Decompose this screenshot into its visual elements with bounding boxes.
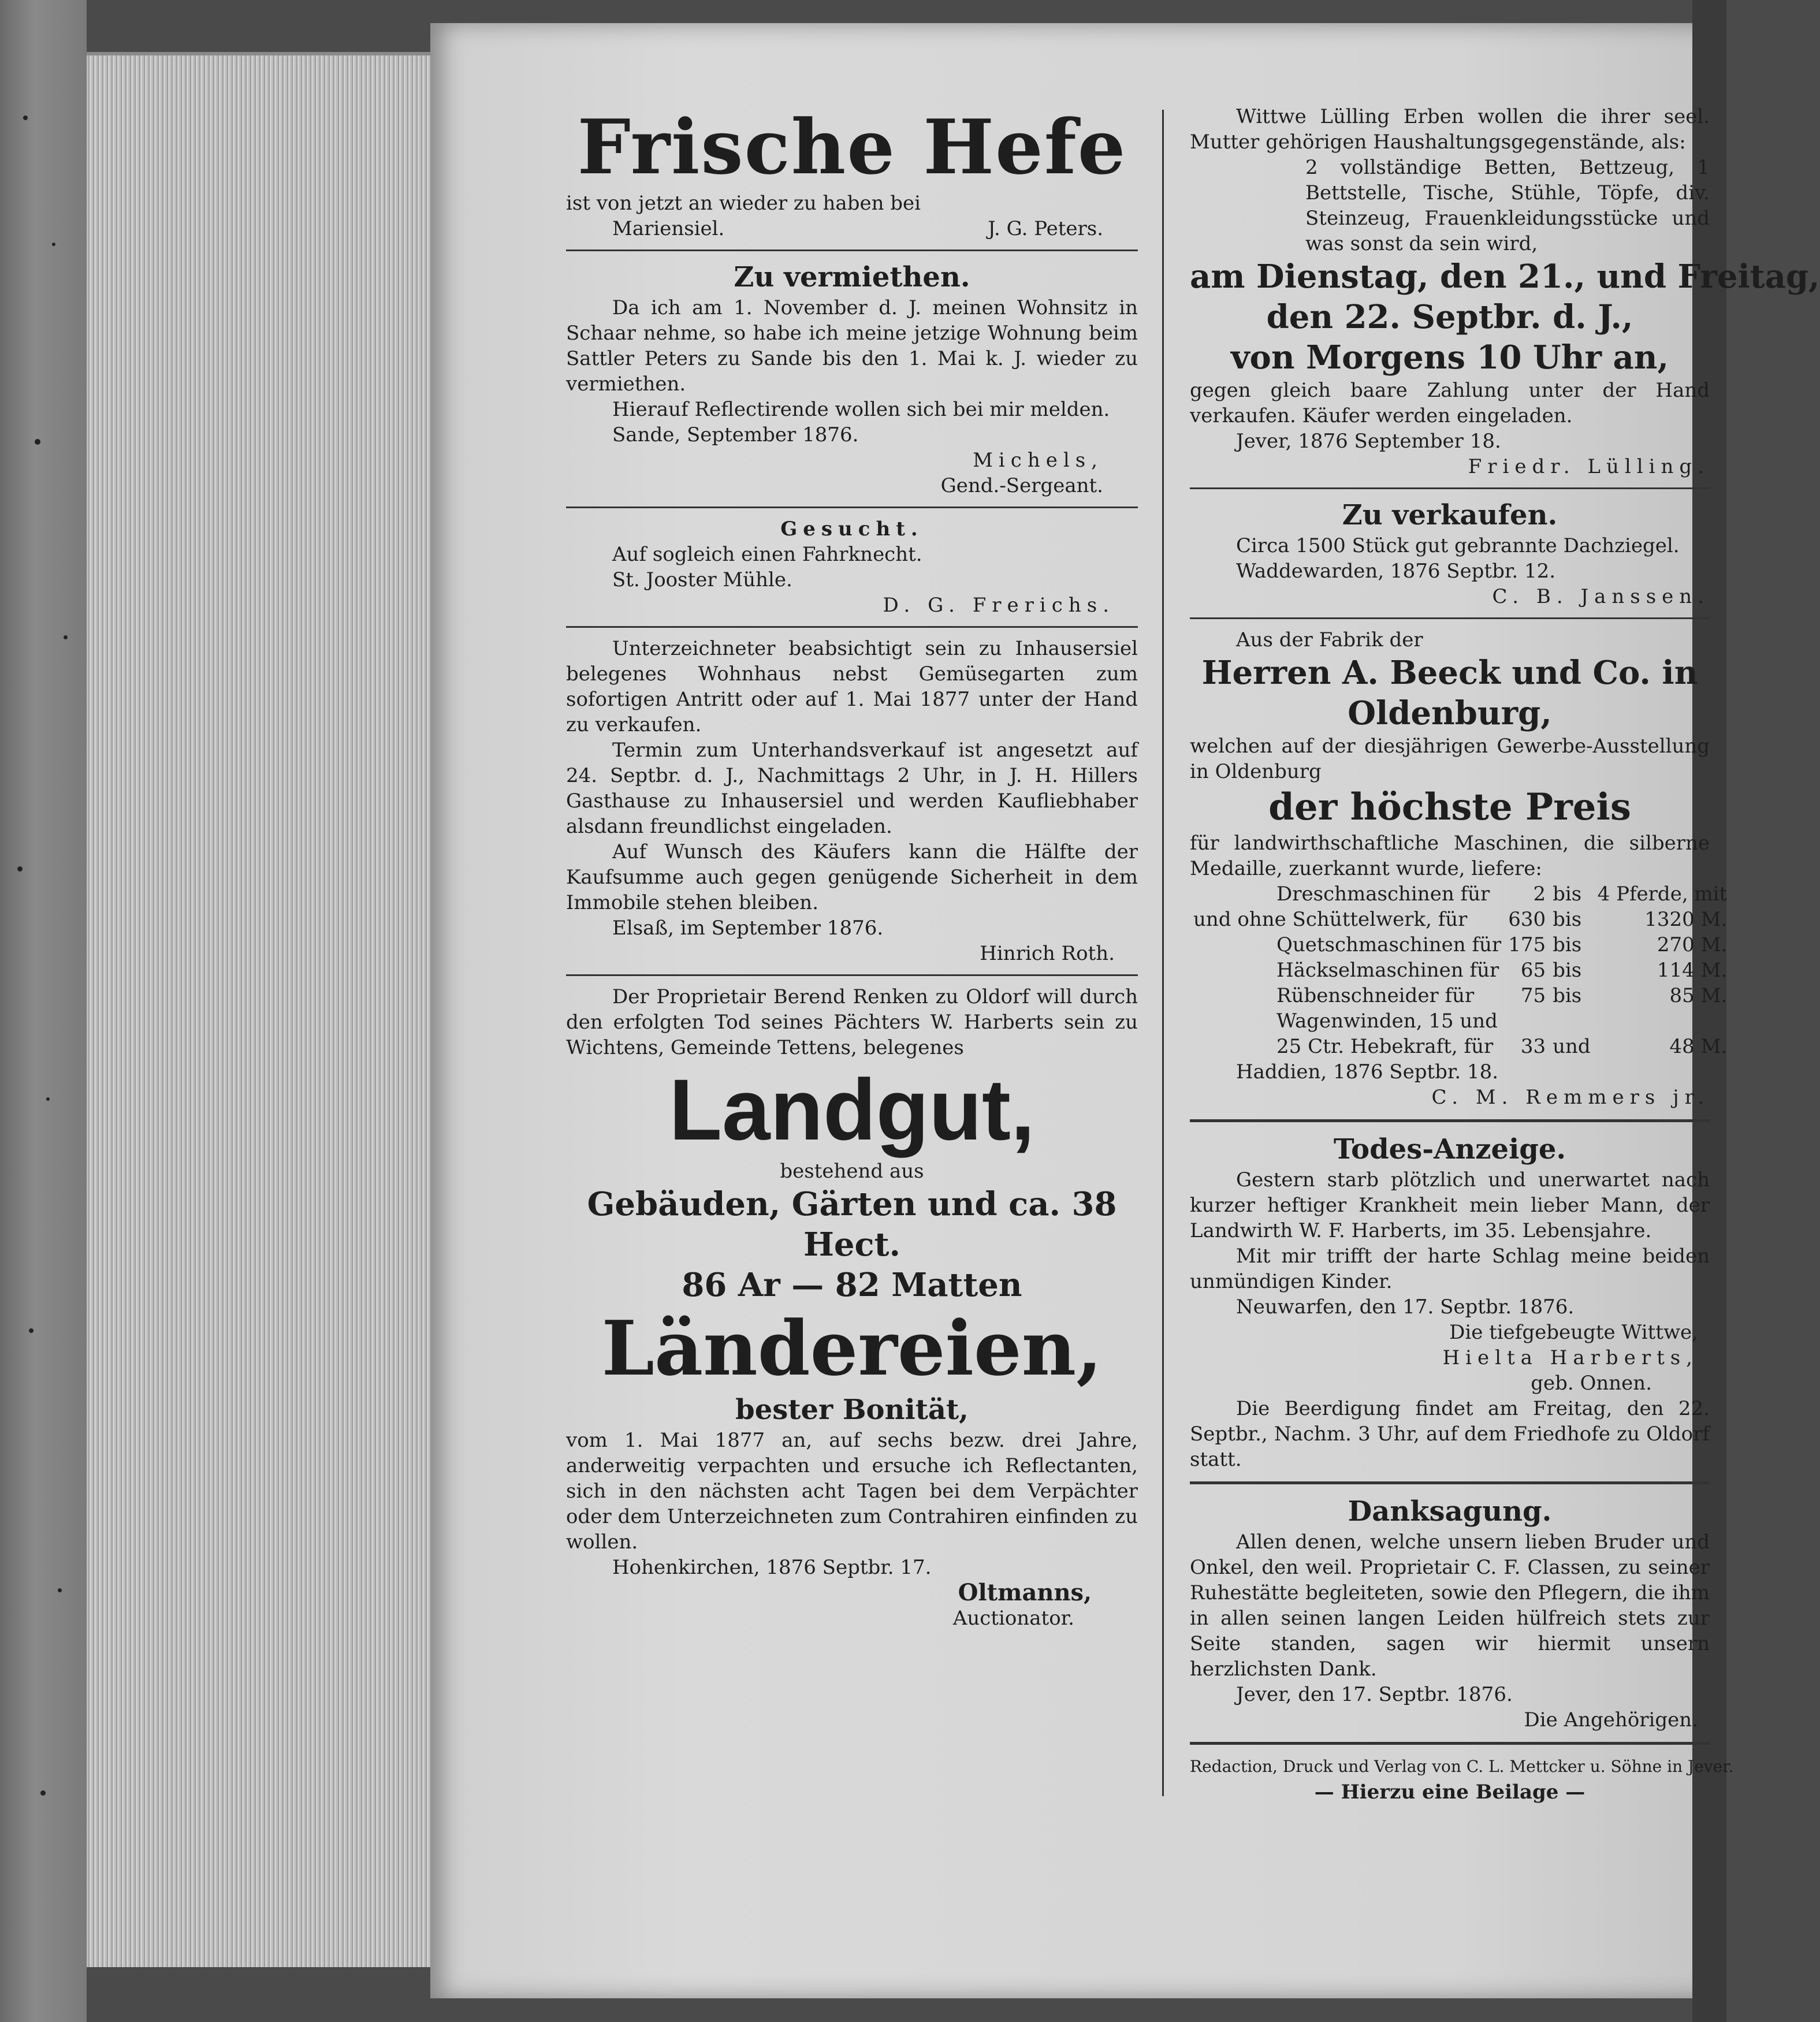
divider — [1190, 1481, 1710, 1484]
machine-price-to: 48 M. — [1669, 1035, 1728, 1058]
ad-inh-p3: Auf Wunsch des Käufers kann die Hälfte der Kaufsumme auch gegen genügende Sicherheit in dem Immobile stehen bleiben. — [566, 840, 1138, 914]
ad-inh-name: Hinrich Roth. — [980, 942, 1115, 965]
ad-tod-p1: Gestern starb plötzlich und unerwartet nach kurzer heftiger Krankheit mein lieber Mann, der Landwirth W. F. Harberts, im 35. Lebensjahre. — [1190, 1168, 1710, 1242]
ad-hefe-line: ist von jetzt an wieder zu haben bei — [566, 192, 921, 215]
machine-price-sep: bis — [1553, 882, 1582, 906]
machine-price-to: 114 M. — [1657, 959, 1728, 982]
machine-price-from: 630 — [1508, 908, 1546, 931]
ad-ges-title: Gesucht. — [780, 517, 924, 541]
machine-name: 25 Ctr. Hebekraft, für — [1276, 1035, 1494, 1058]
ad-verk-date: Waddewarden, 1876 Septbr. 12. — [1236, 560, 1556, 583]
ad-beeck-firm: Herren A. Beeck und Co. in — [1201, 654, 1698, 692]
imprint: Redaction, Druck und Verlag von C. L. Mettcker u. Söhne in Jever. — [1190, 1757, 1734, 1776]
machine-row — [1190, 907, 1730, 932]
divider — [1190, 1119, 1710, 1122]
machine-price-from: 175 — [1508, 933, 1546, 956]
ad-lul-p1: Wittwe Lülling Erben wollen die ihrer seel. Mutter gehörigen Haushaltungsgegenstände, als: — [1190, 105, 1710, 154]
ad-tod-sig2: Hielta Harberts, — [1442, 1346, 1698, 1369]
ad-verm-role: Gend.-Sergeant. — [940, 474, 1103, 497]
ad-inh-p2: Termin zum Unterhandsverkauf ist angesetzt auf 24. Septbr. d. J., Nachmittags 2 Uhr, in J. H. Hillers Gasthause zu Inhausersiel und werden Kaufliebhaber alsdann freundlichst eingeladen. — [566, 739, 1138, 838]
ad-dank-date: Jever, den 17. Septbr. 1876. — [1236, 1683, 1513, 1706]
ad-verm-title: Zu vermiethen. — [734, 261, 970, 293]
divider — [1190, 487, 1710, 489]
ad-verk-title: Zu verkaufen. — [1342, 499, 1558, 531]
machine-row — [1190, 983, 1730, 1008]
machine-row — [1190, 1034, 1730, 1059]
machine-price-sep: bis — [1553, 984, 1582, 1007]
ad-beeck-p1: welchen auf der diesjährigen Gewerbe-Ausstellung in Oldenburg — [1190, 735, 1710, 783]
ad-land-bon: bester Bonität, — [735, 1394, 969, 1426]
machine-name: Häckselmaschinen für — [1276, 959, 1499, 982]
ad-verm-date: Sande, September 1876. — [612, 423, 859, 446]
ad-inh-date: Elsaß, im September 1876. — [612, 917, 884, 940]
ad-beeck-city: Oldenburg, — [1348, 694, 1552, 732]
ad-hefe-title: Frische Hefe — [577, 103, 1127, 191]
ad-lul-items: 2 vollständige Betten, Bettzeug, 1 Bettstelle, Tische, Stühle, Töpfe, div. Steinzeug, Frauenkleidungsstücke und was sonst da sein wird, — [1305, 156, 1710, 255]
ad-lul-big3: von Morgens 10 Uhr an, — [1231, 338, 1669, 377]
right-column — [1190, 104, 1820, 1805]
ad-tod-date: Neuwarfen, den 17. Septbr. 1876. — [1236, 1295, 1575, 1319]
ad-ges-name: D. G. Frerichs. — [883, 594, 1115, 617]
ad-verm-reflect: Hierauf Reflectirende wollen sich bei mir melden. — [612, 398, 1110, 421]
divider — [566, 507, 1138, 508]
machine-row — [1190, 1008, 1730, 1034]
ad-dank-name: Die Angehörigen. — [1524, 1708, 1698, 1731]
ad-lul-big1: am Dienstag, den 21., und Freitag, — [1190, 258, 1820, 296]
machine-row — [1190, 932, 1730, 958]
machine-name: Rübenschneider für — [1276, 984, 1475, 1007]
ad-land-geb: Gebäuden, Gärten und ca. 38 Hect. — [587, 1185, 1117, 1264]
beilage-note: — Hierzu eine Beilage — — [1314, 1781, 1585, 1804]
ad-inh-p1: Unterzeichneter beabsichtigt sein zu Inhausersiel belegenes Wohnhaus nebst Gemüsegarten zum sofortigen Antritt oder auf 1. Mai 1877 unter der Hand zu verkaufen. — [566, 637, 1138, 736]
machine-name: und ohne Schüttelwerk, für — [1193, 908, 1468, 931]
machine-price-from: 2 — [1533, 882, 1546, 906]
machine-price-to: 4 Pferde, mit — [1597, 882, 1728, 906]
machine-price-to: 270 M. — [1657, 933, 1728, 956]
ad-land-ar: 86 Ar — 82 Matten — [682, 1266, 1022, 1304]
ad-verm-body: Da ich am 1. November d. J. meinen Wohnsitz in Schaar nehme, so habe ich meine jetzige Wohnung beim Sattler Peters zu Sande bis den 1. Mai k. J. wieder zu vermiethen. — [566, 296, 1138, 396]
ad-verk-line: Circa 1500 Stück gut gebrannte Dachziegel. — [1236, 534, 1680, 557]
divider — [566, 250, 1138, 251]
machine-price-from: 65 — [1520, 959, 1546, 982]
machine-price-sep: bis — [1553, 933, 1582, 956]
ad-dank-title: Danksagung. — [1348, 1495, 1552, 1528]
ad-lul-name: Friedr. Lülling. — [1468, 455, 1710, 478]
machine-price-to: 1320 M. — [1644, 908, 1728, 931]
machine-price-sep: bis — [1553, 959, 1582, 982]
machine-name: Wagenwinden, 15 und — [1276, 1010, 1498, 1033]
machine-name: Quetschmaschinen für — [1276, 933, 1502, 956]
ad-beeck-intro: Aus der Fabrik der — [1236, 628, 1423, 651]
ad-land-title: Landgut, — [669, 1061, 1035, 1158]
machine-price-from: 33 — [1520, 1035, 1546, 1058]
left-column — [566, 104, 1138, 1631]
ad-tod-p3: Die Beerdigung findet am Freitag, den 22. Septbr., Nachm. 3 Uhr, auf dem Friedhofe zu Oldorf statt. — [1190, 1397, 1710, 1471]
ad-beeck-name: C. M. Remmers jr. — [1431, 1086, 1710, 1109]
ad-land-body: vom 1. Mai 1877 an, auf sechs bezw. drei Jahre, anderweitig verpachten und ersuche ich Reflectanten, sich in den nächsten acht Tagen bei dem Verpächter oder dem Unterzeichneten zum Contrahiren einfinden zu wollen. — [566, 1429, 1138, 1554]
ad-ges-place: St. Jooster Mühle. — [612, 568, 792, 591]
divider — [566, 626, 1138, 628]
machine-price-sep: und — [1553, 1035, 1591, 1058]
divider — [1190, 617, 1710, 619]
machine-price-to — [1594, 1008, 1731, 1034]
machine-price-to: 85 M. — [1669, 984, 1728, 1007]
ad-hefe-name: J. G. Peters. — [988, 217, 1103, 240]
ad-verm-name: Michels, — [973, 449, 1103, 472]
ad-tod-p2: Mit mir trifft der harte Schlag meine beiden unmündigen Kinder. — [1190, 1245, 1710, 1293]
column-rule — [1162, 110, 1164, 1796]
ad-ges-line: Auf sogleich einen Fahrknecht. — [612, 543, 922, 566]
page-edges — [87, 52, 433, 1967]
ad-dank-p1: Allen denen, welche unsern lieben Bruder und Onkel, den weil. Proprietair C. F. Classen, zu seiner Ruhestätte begleiteten, sowie den Pflegern, die ihm in allen seinen langen Leiden hülfreich stets zur Seite standen, sagen wir hiermit unsern herzlichsten Dank. — [1190, 1531, 1710, 1681]
ad-beeck-preis: der höchste Preis — [1268, 785, 1631, 829]
ad-tod-sig1: Die tiefgebeugte Wittwe, — [1449, 1321, 1698, 1344]
ad-lul-p2: gegen gleich baare Zahlung unter der Hand verkaufen. Käufer werden eingeladen. — [1190, 379, 1710, 427]
machine-price-table — [1190, 881, 1730, 1059]
ad-land-role: Auctionator. — [952, 1607, 1074, 1630]
machine-price-sep: bis — [1553, 908, 1582, 931]
ad-land-date: Hohenkirchen, 1876 Septbr. 17. — [612, 1556, 932, 1579]
machine-price-from: 75 — [1520, 984, 1546, 1007]
ad-verk-name: C. B. Janssen. — [1492, 585, 1710, 608]
divider — [1190, 1742, 1710, 1745]
machine-row — [1190, 881, 1730, 907]
ad-land-intro: Der Proprietair Berend Renken zu Oldorf will durch den erfolgten Tod seines Pächters W. Harberts sein zu Wichtens, Gemeinde Tettens, belegenes — [566, 985, 1138, 1059]
ad-tod-sig3: geb. Onnen. — [1531, 1372, 1652, 1395]
divider — [566, 974, 1138, 976]
ad-beeck-p2: für landwirthschaftliche Maschinen, die silberne Medaille, zuerkannt wurde, liefere: — [1190, 832, 1710, 880]
ad-land-laend: Ländereien, — [601, 1304, 1103, 1392]
machine-price-sep — [1549, 1008, 1594, 1034]
machine-row — [1190, 958, 1730, 983]
book-cover-edge — [0, 0, 87, 2022]
ad-hefe-place: Mariensiel. — [612, 217, 725, 240]
ad-land-best: bestehend aus — [780, 1160, 924, 1183]
machine-price-from — [1505, 1008, 1549, 1034]
ad-lul-date: Jever, 1876 September 18. — [1236, 430, 1501, 453]
ad-land-name: Oltmanns, — [958, 1579, 1092, 1606]
ad-lul-big2: den 22. Septbr. d. J., — [1266, 298, 1633, 336]
machine-name: Dreschmaschinen für — [1276, 882, 1490, 906]
ad-tod-title: Todes-Anzeige. — [1333, 1133, 1566, 1165]
ad-beeck-date: Haddien, 1876 Septbr. 18. — [1236, 1060, 1499, 1083]
